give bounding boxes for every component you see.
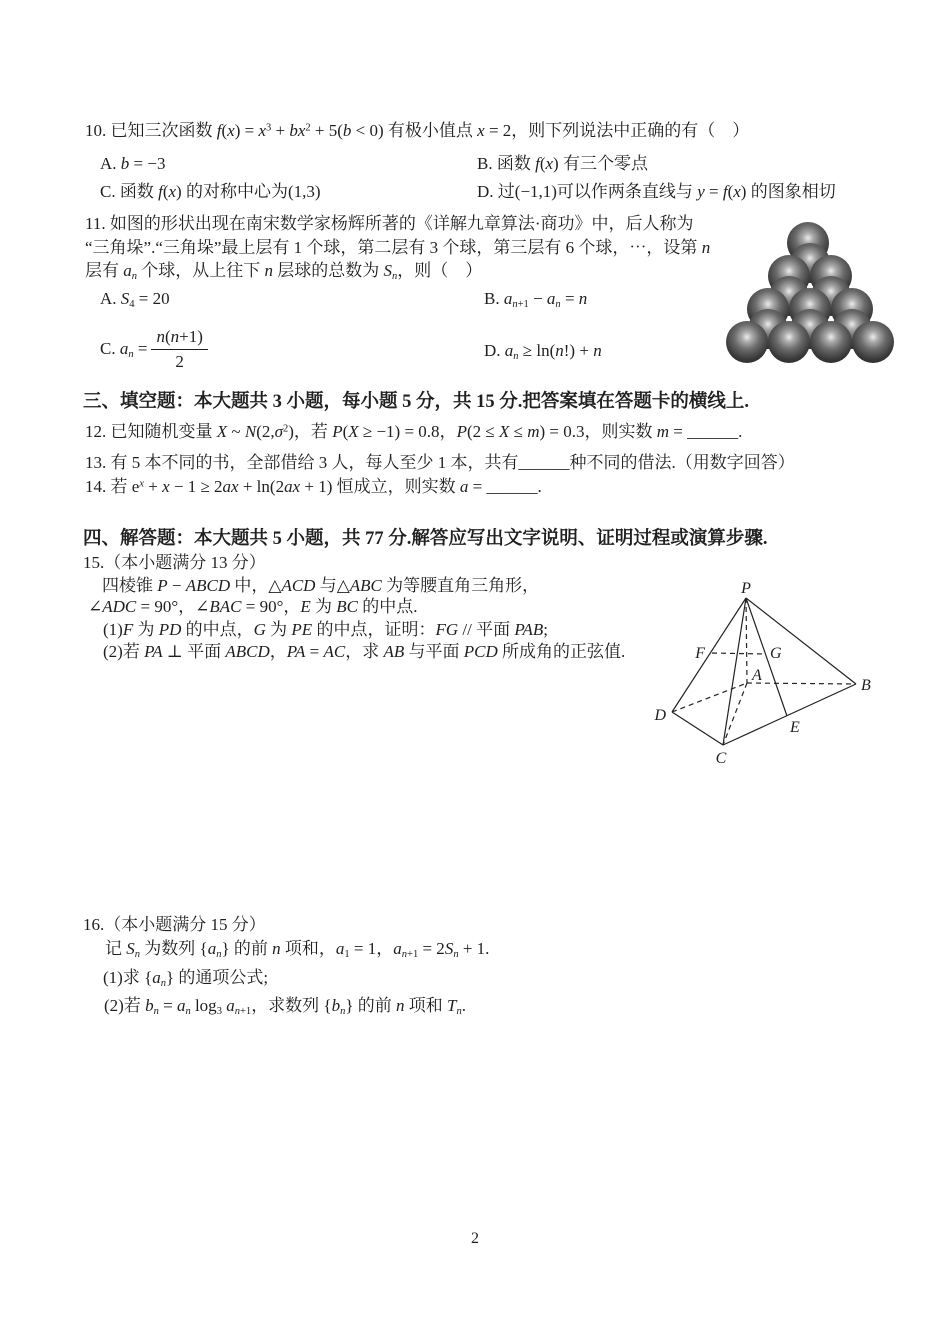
sphere-pile-figure bbox=[725, 219, 895, 364]
q11-stem-line2: “三角垛”.“三角垛”最上层有 1 个球，第二层有 3 个球，第三层有 6 个球，⋯，设第 n bbox=[85, 238, 711, 257]
q16-line1: 记 $S_n$ 为数列 $\{a_n\}$ 的前 n 项和，$a_1 = 1$，$a_{n+1} = 2S_n + 1$. bbox=[105, 939, 490, 961]
q16-head: 16.（本小题满分 15 分） bbox=[83, 915, 266, 934]
pyramid-label-c: C bbox=[715, 750, 727, 767]
sphere-ball bbox=[852, 321, 894, 363]
section-four-title: 四、解答题：本大题共 5 小题，共 77 分.解答应写出文字说明、证明过程或演算步骤. bbox=[83, 529, 768, 549]
q15-line4: (2)若 PA ⊥ 平面 ABCD，PA = AC，求 AB 与平面 PCD 所成角的正弦值. bbox=[103, 642, 626, 661]
q15-line2: ∠ADC = 90°，∠BAC = 90°，E 为 BC 的中点. bbox=[88, 597, 418, 616]
pyramid-label-a: A bbox=[752, 667, 762, 684]
q11-option-c-fraction bbox=[151, 326, 207, 373]
pyramid-label-e: E bbox=[790, 719, 800, 736]
q11-option-c bbox=[100, 320, 208, 378]
sphere-ball bbox=[810, 321, 852, 363]
fraction-numerator: n(n+1) bbox=[151, 326, 207, 350]
q10-option-a: A. b = −3 bbox=[100, 154, 166, 173]
q16-line3: (2)若 $b_n = a_n$ $\log_3 a_{n+1}$，求数列 $\{b_n\}$ 的前 n 项和 $T_n$. bbox=[104, 996, 467, 1018]
pyramid-label-g: G bbox=[770, 645, 782, 662]
q10-option-d: D. 过(−1,1)可以作两条直线与 y = f(x) 的图象相切 bbox=[477, 182, 836, 201]
sphere-ball bbox=[768, 321, 810, 363]
q11-stem-line3: 层有 $a_n$ 个球，从上往下 n 层球的总数为 $S_n$，则（ ） bbox=[85, 261, 483, 283]
q12-stem: 12. 已知随机变量 X ~ $N(2,\sigma^2)$，若 P(X ≥ −1) = 0.8，P(2 ≤ X ≤ m) = 0.3，则实数 m = ______. bbox=[85, 422, 743, 441]
pyramid-figure bbox=[648, 580, 878, 775]
q13-stem: 13. 有 5 本不同的书，全部借给 3 人，每人至少 1 本，共有______种不同的借法.（用数字回答） bbox=[85, 453, 795, 472]
q15-line1: 四棱锥 P − ABCD 中，△ACD 与△ABC 为等腰直角三角形， bbox=[102, 576, 540, 595]
page-number: 2 bbox=[471, 1230, 479, 1247]
fraction-denominator: 2 bbox=[175, 351, 184, 371]
q11-option-b: B. $a_{n+1} - a_n = n$ bbox=[484, 289, 588, 311]
sphere-ball bbox=[726, 321, 768, 363]
q15-line3: (1)F 为 PD 的中点，G 为 PE 的中点，证明：FG // 平面 PAB; bbox=[103, 620, 549, 639]
q10-option-b: B. 函数 f(x) 有三个零点 bbox=[477, 154, 648, 173]
pyramid-label-p: P bbox=[741, 580, 751, 597]
q14-stem: 14. 若 $e^x + x - 1 \ge 2ax + \ln(2ax + 1)$ 恒成立，则实数 a = ______. bbox=[85, 477, 542, 496]
pyramid-label-f: F bbox=[695, 645, 705, 662]
q11-option-a: A. $S_4 = 20$ bbox=[100, 289, 170, 311]
pyramid-label-b: B bbox=[861, 677, 871, 694]
section-three-title: 三、填空题：本大题共 3 小题，每小题 5 分，共 15 分.把答案填在答题卡的横线上. bbox=[83, 392, 750, 412]
pyramid-label-d: D bbox=[654, 707, 666, 724]
q11-stem-line1: 11. 如图的形状出现在南宋数学家杨辉所著的《详解九章算法·商功》中，后人称为 bbox=[85, 214, 694, 233]
q11-option-d: D. $a_n \ge \ln(n!) + n$ bbox=[484, 341, 602, 363]
q16-line2: (1)求 $\{a_n\}$ 的通项公式; bbox=[103, 968, 269, 990]
q10-option-c: C. 函数 f(x) 的对称中心为(1,3) bbox=[100, 182, 321, 201]
q11-option-c-prefix: C. $a_n$ = bbox=[100, 339, 148, 361]
q10-stem: 10. 已知三次函数 $f(x) = x^3 + bx^2 + 5(b < 0)$ 有极小值点 x = 2，则下列说法中正确的有（ ） bbox=[85, 121, 750, 140]
q15-head: 15.（本小题满分 13 分） bbox=[83, 553, 266, 572]
